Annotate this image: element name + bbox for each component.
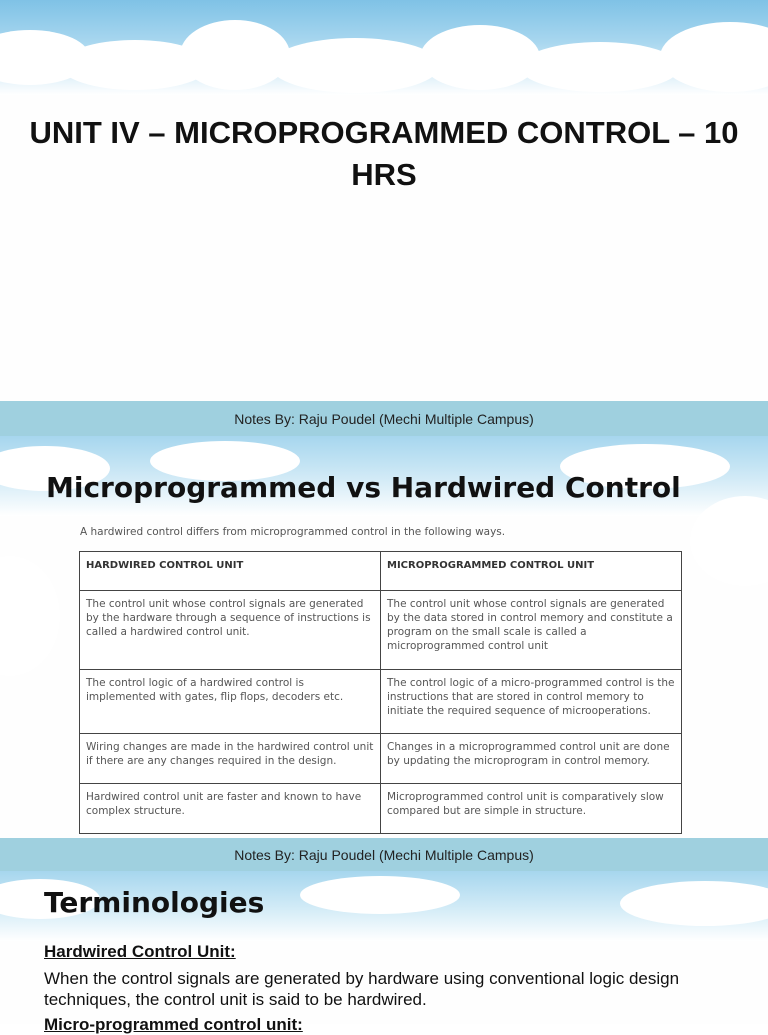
cloud-shape	[520, 42, 680, 92]
slide-1	[0, 0, 768, 401]
slide-1-title: UNIT IV – MICROPROGRAMMED CONTROL – 10 HRS	[29, 115, 739, 192]
header-hardwired: HARDWIRED CONTROL UNIT	[80, 552, 381, 591]
table-row	[80, 784, 682, 834]
cloud-shape	[270, 38, 440, 93]
table-cell: Wiring changes are made in the hardwired control unit if there are any changes required in the design.	[80, 734, 381, 784]
table-cell: The control unit whose control signals are generated by the hardware through a sequence of instructions is called a hardwired control unit.	[80, 591, 381, 670]
microprogrammed-heading: Micro-programmed control unit:	[44, 1015, 303, 1034]
intro-text: A hardwired control differs from microprogrammed control in the following ways.	[80, 526, 506, 538]
comparison-table	[79, 551, 682, 834]
header-microprogrammed: MICROPROGRAMMED CONTROL UNIT	[381, 552, 682, 591]
table-cell: Hardwired control unit are faster and known to have complex structure.	[80, 784, 381, 834]
cloud-shape	[300, 876, 460, 914]
table-cell: Microprogrammed control unit is comparatively slow compared but are simple in structure.	[381, 784, 682, 834]
hardwired-heading: Hardwired Control Unit:	[44, 942, 236, 961]
slide-2-title: Microprogrammed vs Hardwired Control	[46, 471, 681, 504]
table-cell: The control logic of a micro-programmed control is the instructions that are stored in control memory to initiate the required sequence of microoperations.	[381, 670, 682, 734]
cloud-shape	[0, 556, 60, 676]
cloud-shape	[180, 20, 290, 90]
table-cell: The control unit whose control signals are generated by the data stored in control memory and constitute a program on the small scale is called a microprogrammed control unit	[381, 591, 682, 670]
table-cell: The control logic of a hardwired control is implemented with gates, flip flops, decoders etc.	[80, 670, 381, 734]
slide-1-footer: Notes By: Raju Poudel (Mechi Multiple Campus)	[0, 401, 768, 436]
cloud-shape	[420, 25, 540, 90]
table-row	[80, 591, 682, 670]
slide-3-title: Terminologies	[44, 886, 265, 919]
slide-2-footer: Notes By: Raju Poudel (Mechi Multiple Campus)	[0, 838, 768, 871]
table-header-row	[80, 552, 682, 591]
table-row	[80, 670, 682, 734]
table-cell: Changes in a microprogrammed control unit are done by updating the microprogram in control memory.	[381, 734, 682, 784]
table-row	[80, 734, 682, 784]
hardwired-definition: When the control signals are generated by hardware using conventional logic design techniques, the control unit is said to be hardwired.	[44, 969, 680, 1009]
